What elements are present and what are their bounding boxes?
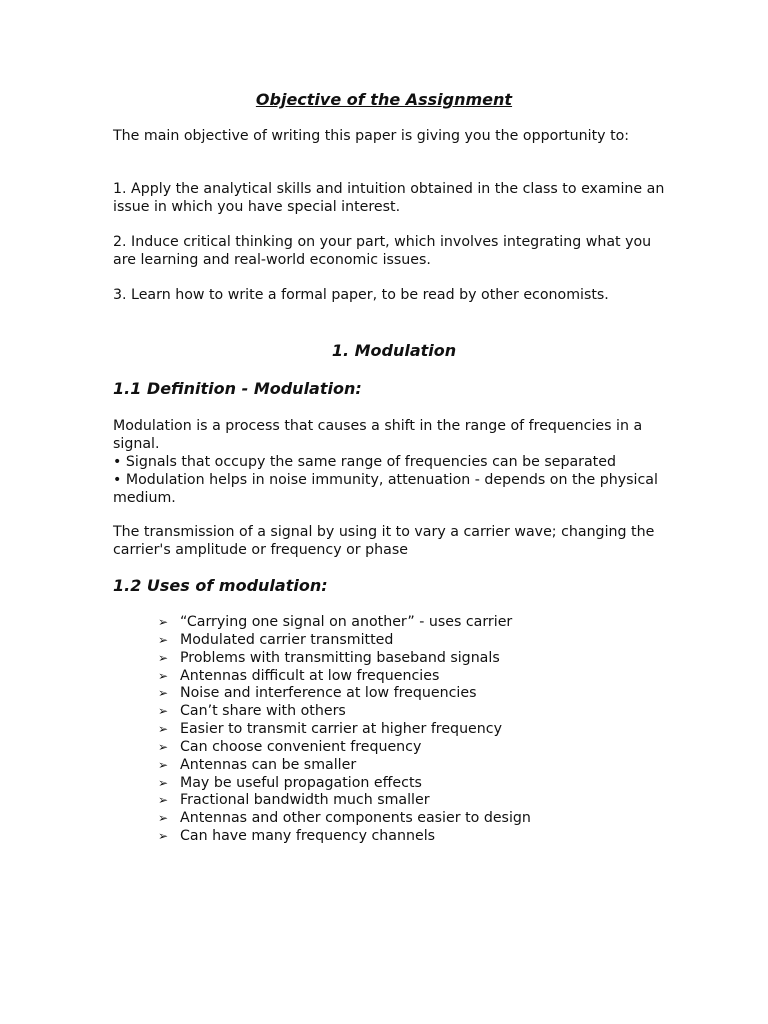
list-item <box>158 810 531 828</box>
list-item <box>158 739 531 757</box>
list-item <box>158 775 531 793</box>
arrow-bullet-icon: ➢ <box>158 829 169 844</box>
list-item-text: May be useful propagation effects <box>180 774 422 791</box>
list-item <box>158 792 531 810</box>
definition-line-1: Modulation is a process that causes a shift in the range of frequencies in a signal. <box>113 418 643 452</box>
intro-point-2: 2. Induce critical thinking on your part, which involves integrating what you are learning and real-world economic issues. <box>113 234 652 268</box>
document-title: Objective of the Assignment <box>255 90 513 109</box>
list-item-text: Can have many frequency channels <box>180 828 436 845</box>
uses-list <box>158 614 531 846</box>
list-item <box>158 721 531 739</box>
definition-line-2: • Signals that occupy the same range of frequencies can be separated <box>113 454 616 470</box>
list-item-text: “Carrying one signal on another” - uses carrier <box>180 614 513 630</box>
list-item <box>158 703 531 721</box>
list-item-text: Can’t share with others <box>180 703 346 720</box>
arrow-bullet-icon: ➢ <box>158 668 169 683</box>
intro-point-1: 1. Apply the analytical skills and intuition obtained in the class to examine an issue in which you have special interest. <box>113 181 665 215</box>
list-item-text: Noise and interference at low frequencies <box>180 685 477 702</box>
list-item <box>158 685 531 703</box>
arrow-bullet-icon: ➢ <box>158 757 169 772</box>
list-item-text: Modulated carrier transmitted <box>180 631 394 648</box>
list-item <box>158 668 531 686</box>
intro-lead: The main objective of writing this paper is giving you the opportunity to: <box>113 128 630 144</box>
list-item <box>158 632 531 650</box>
section-heading: 1. Modulation <box>331 341 457 360</box>
definition-heading: 1.1 Definition - Modulation: <box>113 379 362 398</box>
arrow-bullet-icon: ➢ <box>158 793 169 808</box>
list-item-text: Easier to transmit carrier at higher frequency <box>180 721 502 738</box>
list-item <box>158 757 531 775</box>
arrow-bullet-icon: ➢ <box>158 704 169 719</box>
arrow-bullet-icon: ➢ <box>158 615 169 629</box>
definition-line-3: • Modulation helps in noise immunity, attenuation - depends on the physical medium. <box>113 472 658 506</box>
transmission-paragraph: The transmission of a signal by using it to vary a carrier wave; changing the carrier's amplitude or frequency or phase <box>113 524 655 558</box>
list-item <box>158 614 531 632</box>
arrow-bullet-icon: ➢ <box>158 686 169 701</box>
uses-heading: 1.2 Uses of modulation: <box>113 576 328 595</box>
list-item <box>158 828 531 846</box>
list-item-text: Antennas can be smaller <box>180 756 357 773</box>
arrow-bullet-icon: ➢ <box>158 811 169 826</box>
list-item-text: Problems with transmitting baseband signals <box>180 649 500 666</box>
list-item-text: Antennas and other components easier to design <box>180 810 531 827</box>
list-item-text: Antennas difficult at low frequencies <box>180 667 440 684</box>
intro-point-3: 3. Learn how to write a formal paper, to be read by other economists. <box>113 287 609 303</box>
list-item-text: Fractional bandwidth much smaller <box>180 792 430 809</box>
arrow-bullet-icon: ➢ <box>158 650 169 665</box>
arrow-bullet-icon: ➢ <box>158 722 169 737</box>
arrow-bullet-icon: ➢ <box>158 775 169 790</box>
arrow-bullet-icon: ➢ <box>158 739 169 754</box>
list-item-text: Can choose convenient frequency <box>180 738 422 755</box>
list-item <box>158 650 531 668</box>
arrow-bullet-icon: ➢ <box>158 632 169 647</box>
